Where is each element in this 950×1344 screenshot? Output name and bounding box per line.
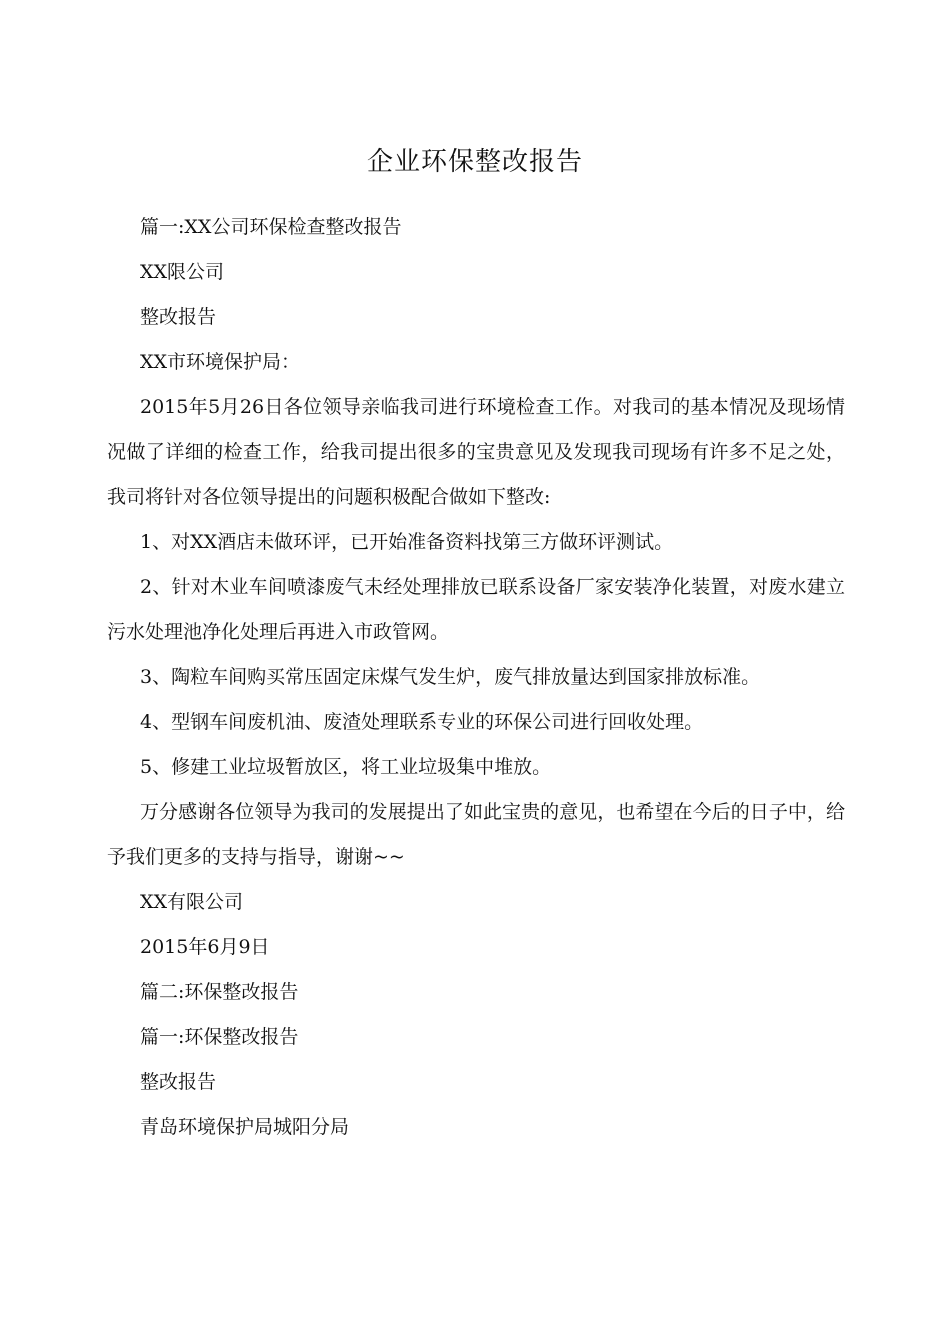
section-heading-1: 篇一:XX公司环保检查整改报告 bbox=[140, 216, 402, 238]
intro-paragraph: 2015年5月26日各位领导亲临我司进行环境检查工作。对我司的基本情况及现场情况做了详细的检查工作，给我司提出很多的宝贵意见及发现我司现场有许多不足之处，我司将针对各位领导提出的问题积极配合做如下整改: bbox=[107, 396, 845, 508]
rectification-item-1: 1、对XX酒店未做环评，已开始准备资料找第三方做环评测试。 bbox=[140, 531, 674, 553]
signature-date: 2015年6月9日 bbox=[140, 936, 270, 958]
sub-section-heading: 篇一:环保整改报告 bbox=[140, 1026, 299, 1048]
company-name: XX限公司 bbox=[140, 261, 225, 283]
report-label: 整改报告 bbox=[140, 306, 217, 328]
recipient-2: 青岛环境保护局城阳分局 bbox=[140, 1116, 350, 1138]
document-body bbox=[107, 205, 845, 1150]
rectification-item-2: 2、针对木业车间喷漆废气未经处理排放已联系设备厂家安装净化装置，对废水建立污水处理池净化处理后再进入市政管网。 bbox=[107, 576, 845, 643]
thanks-paragraph: 万分感谢各位领导为我司的发展提出了如此宝贵的意见，也希望在今后的日子中，给予我们更多的支持与指导，谢谢~~ bbox=[107, 801, 845, 868]
rectification-item-4: 4、型钢车间废机油、废渣处理联系专业的环保公司进行回收处理。 bbox=[140, 711, 704, 733]
report-label-2: 整改报告 bbox=[140, 1071, 217, 1093]
document-title: 企业环保整改报告 bbox=[366, 147, 583, 177]
signature-company: XX有限公司 bbox=[140, 891, 244, 913]
rectification-item-5: 5、修建工业垃圾暂放区，将工业垃圾集中堆放。 bbox=[140, 756, 552, 778]
recipient: XX市环境保护局： bbox=[140, 351, 301, 373]
rectification-item-3: 3、陶粒车间购买常压固定床煤气发生炉，废气排放量达到国家排放标准。 bbox=[140, 666, 761, 688]
section-heading-2: 篇二:环保整改报告 bbox=[140, 981, 299, 1003]
